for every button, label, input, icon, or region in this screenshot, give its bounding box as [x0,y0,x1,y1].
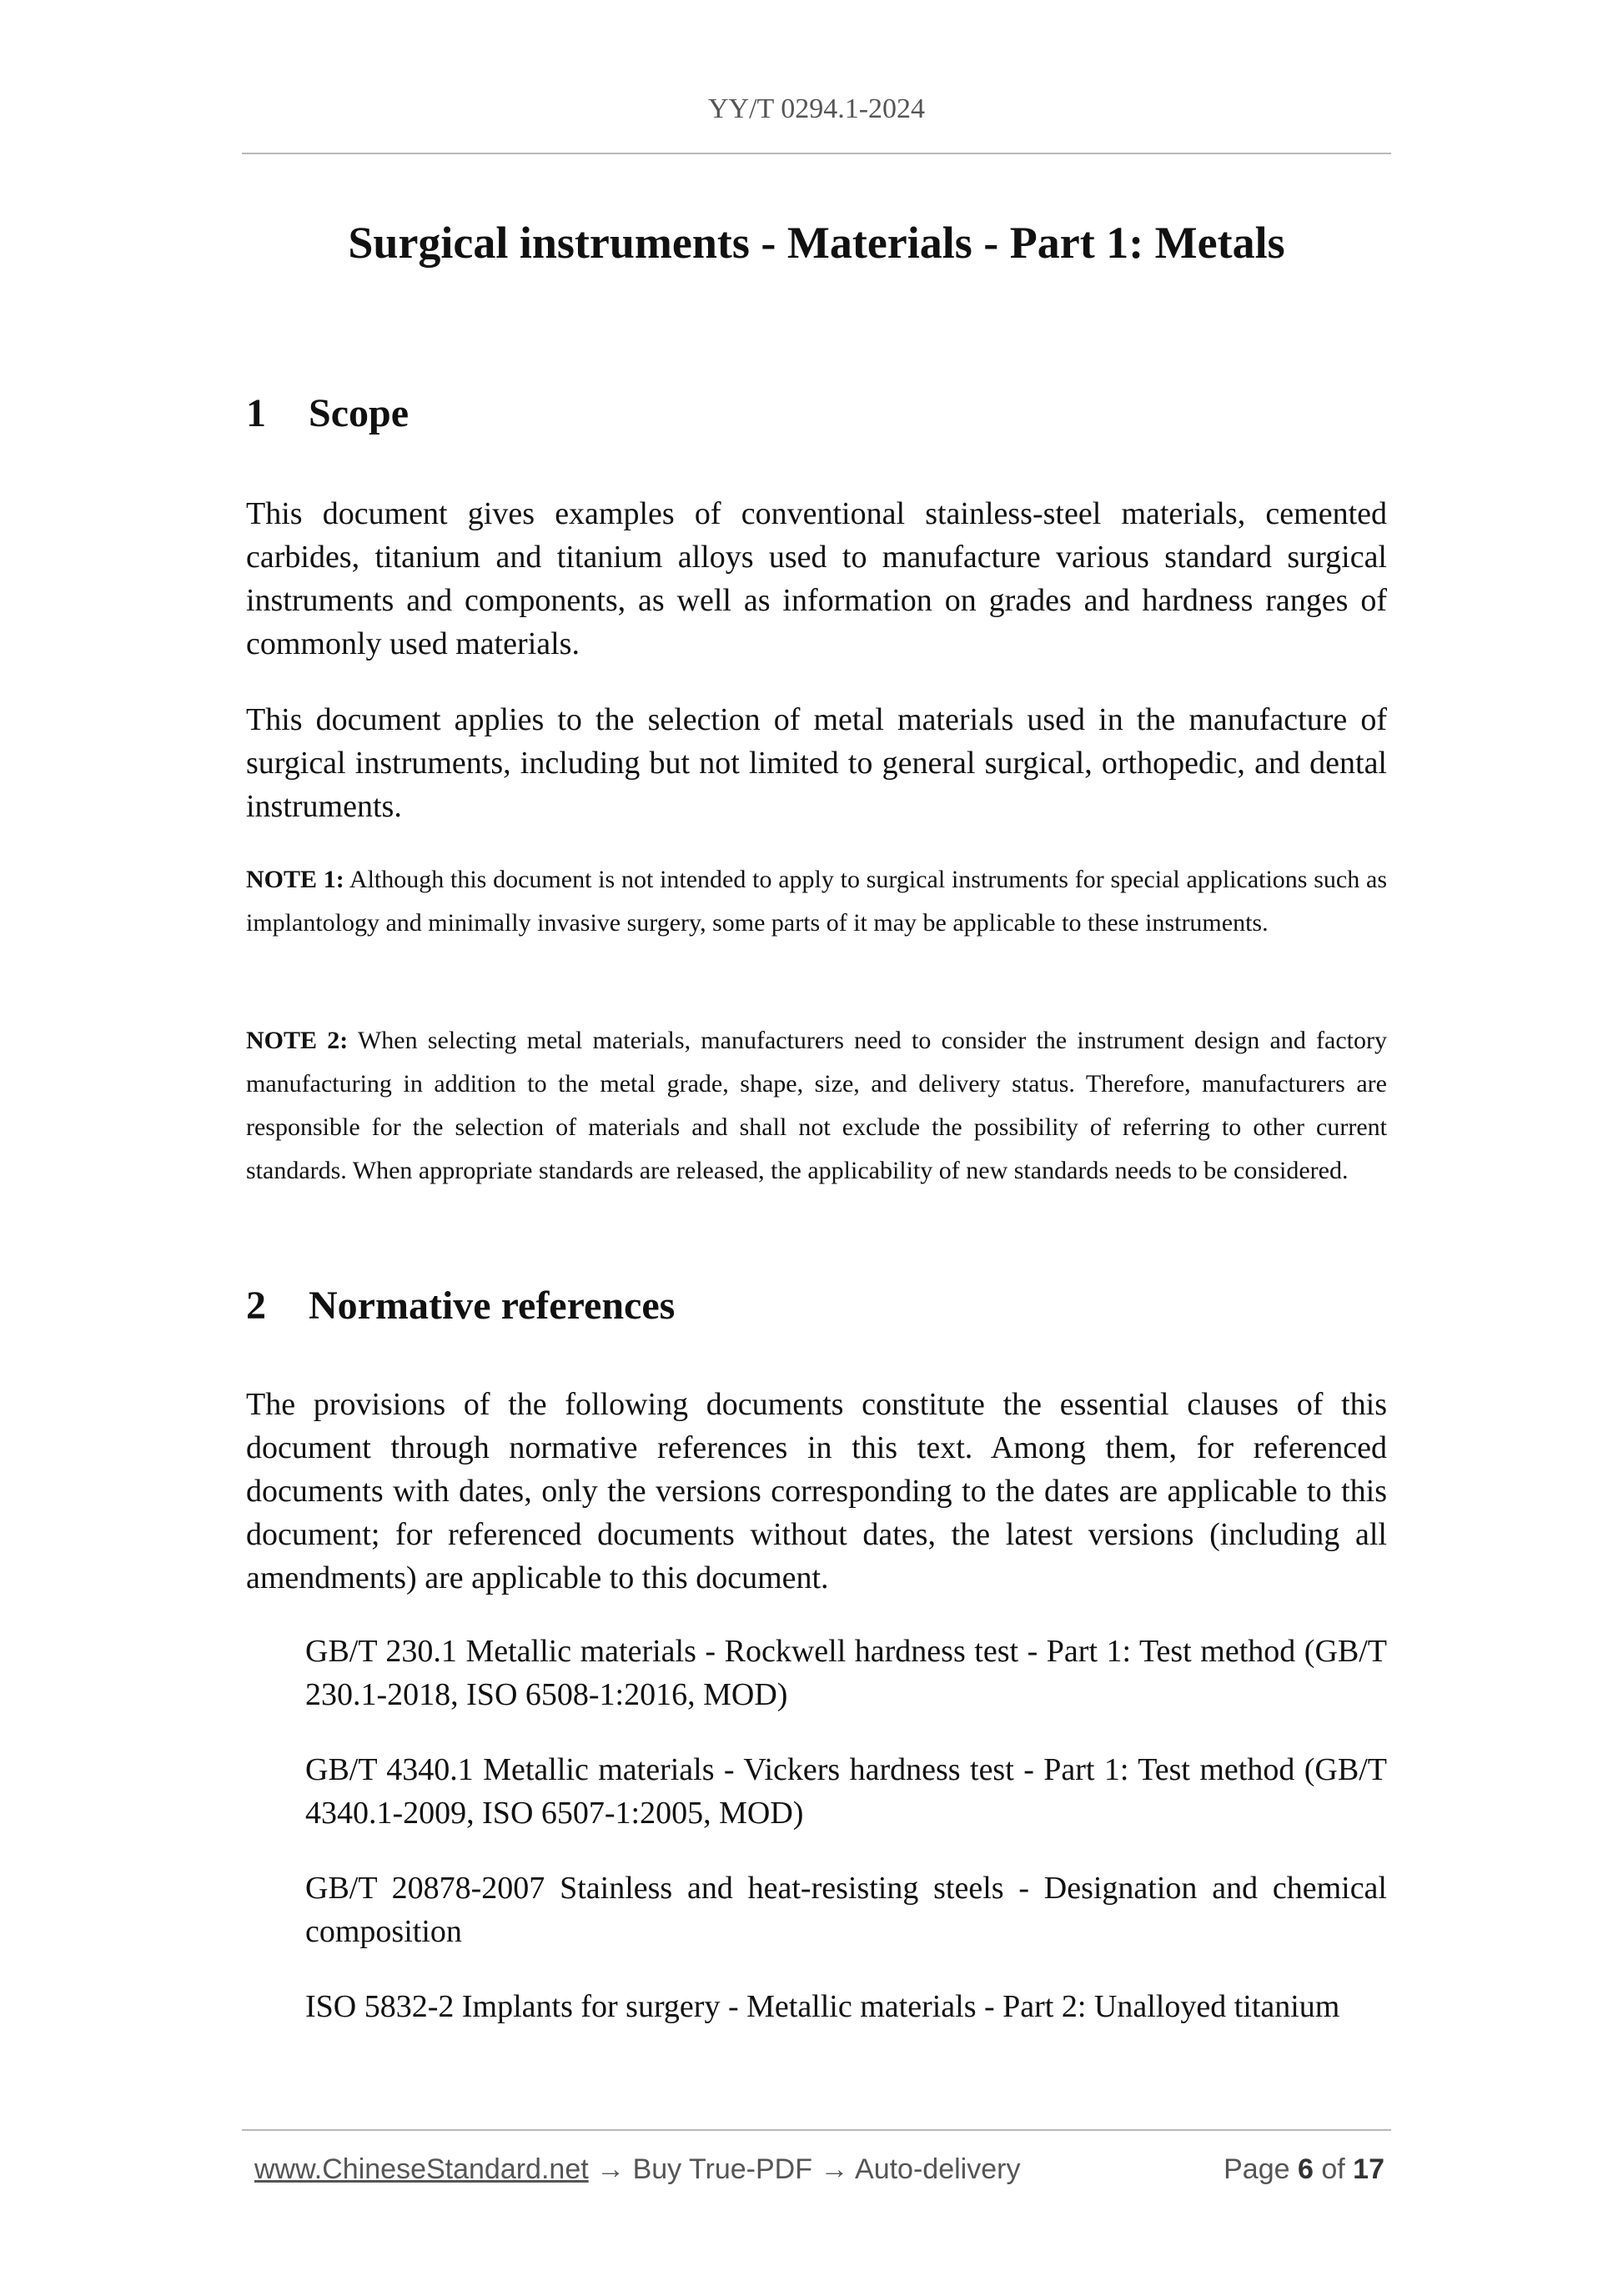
note-text: Although this document is not intended to apply to surgical instruments for special applications such as implantology and minimally invasive surgery, some parts of it may be applicable to these instruments. [246,866,1387,937]
note-1 [246,858,1387,945]
reference-item: GB/T 20878-2007 Stainless and heat-resisting steels - Designation and chemical composition [305,1871,1387,1949]
document-code-header: YY/T 0294.1-2024 [707,93,926,124]
scope-paragraph-1: This document gives examples of conventional stainless-steel materials, cemented carbides, titanium and titanium alloys used to manufacture various standard surgical instruments and components, as well as information on grades and hardness ranges of commonly used materials. [246,496,1387,661]
reference-item: ISO 5832-2 Implants for surgery - Metallic materials - Part 2: Unalloyed titanium [305,1989,1340,2024]
buy-text: Buy True-PDF [632,2153,812,2185]
footer-purchase-info [254,2153,1020,2186]
note-2 [246,1019,1387,1193]
document-title: Surgical instruments - Materials - Part 1: Metals [348,218,1285,268]
scope-paragraph-2: This document applies to the selection of metal materials used in the manufacture of surgical instruments, including but not limited to general surgical, orthopedic, and dental instruments. [246,702,1387,824]
section-number: 2 [246,1284,266,1328]
section-heading-normative-references [246,1283,675,1329]
page-footer [254,2153,1384,2195]
section-number: 1 [246,391,266,435]
normative-references-paragraph: The provisions of the following documents constitute the essential clauses of this document through normative references in this text. Among them, for referenced documents with dates, only the versions corresponding to the dates are applicable to this document; for referenced documents without dates, the latest versions (including all amendments) are applicable to this document. [246,1387,1387,1595]
section-heading-scope [246,390,409,436]
site-link[interactable]: www.ChineseStandard.net [254,2153,589,2185]
note-label: NOTE 2: [246,1027,349,1054]
note-label: NOTE 1: [246,866,344,893]
page-current: 6 [1297,2153,1314,2185]
page-number [1224,2153,1384,2186]
footer-divider [242,2129,1391,2131]
header-divider [242,153,1391,154]
delivery-text: Auto-delivery [855,2153,1021,2185]
note-text: When selecting metal materials, manufacturers need to consider the instrument design and factory manufacturing in addition to the metal grade, shape, size, and delivery status. Therefore, manufacturers are responsible for the selection of materials and shall not exclude the possibility of referring to other current standards. When appropriate standards are released, the applicability of new standards needs to be considered. [246,1027,1388,1184]
section-title: Scope [309,391,409,435]
section-title: Normative references [309,1284,676,1328]
of-word: of [1321,2153,1345,2185]
page-word: Page [1224,2153,1290,2185]
reference-item: GB/T 4340.1 Metallic materials - Vickers hardness test - Part 1: Test method (GB/T 4340.1-2009, ISO 6507-1:2005, MOD) [305,1752,1387,1831]
arrow-right-icon: → [596,2153,626,2185]
page-total: 17 [1353,2153,1384,2185]
reference-item: GB/T 230.1 Metallic materials - Rockwell hardness test - Part 1: Test method (GB/T 230.1-2018, ISO 6508-1:2016, MOD) [305,1634,1387,1712]
arrow-right-icon: → [820,2153,849,2185]
